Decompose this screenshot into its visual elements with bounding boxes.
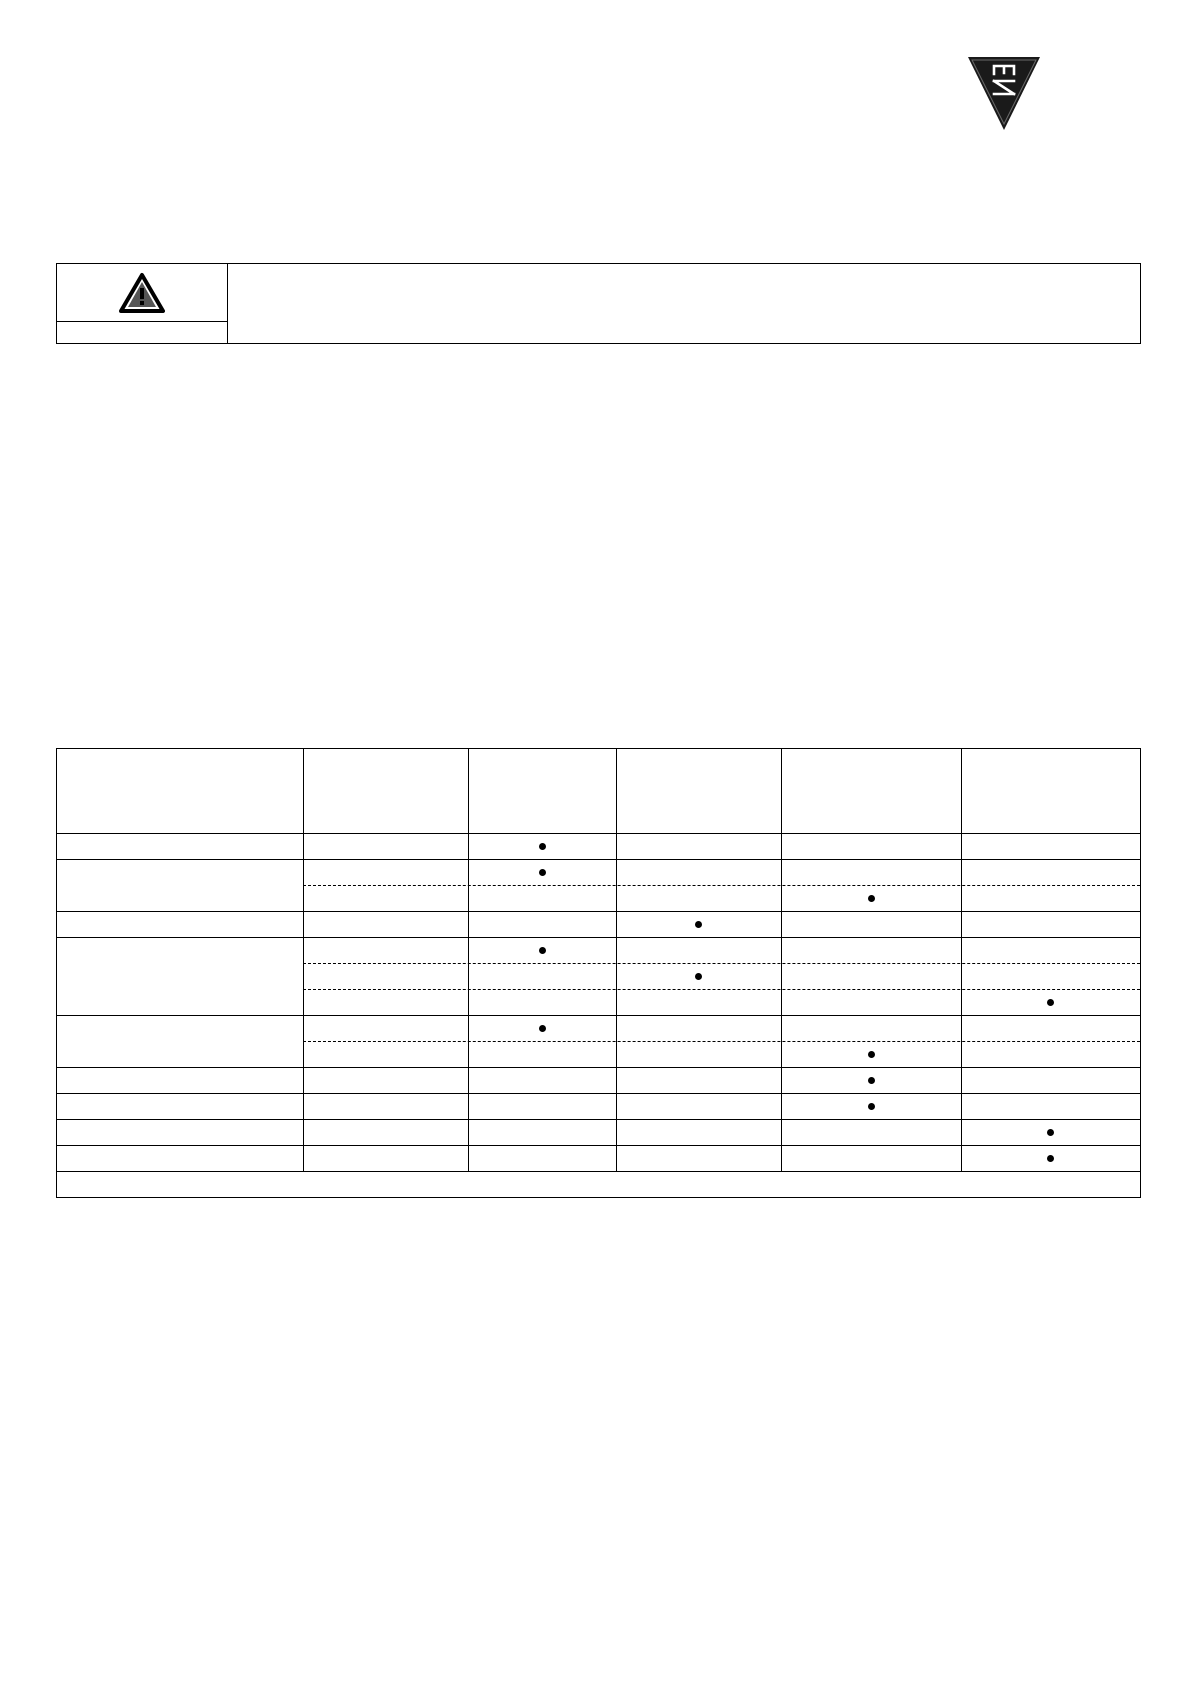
warning-icon-cell <box>57 264 228 322</box>
row-divider <box>57 1093 1140 1094</box>
marking-dot <box>868 895 875 902</box>
warning-label <box>57 322 228 344</box>
marking-dot <box>539 843 546 850</box>
column-divider <box>781 749 782 1171</box>
row-divider <box>57 1145 1140 1146</box>
sub-row-divider <box>303 1041 1140 1042</box>
matrix-footer <box>57 1171 1140 1197</box>
marking-matrix-table <box>56 748 1141 1198</box>
marking-dot <box>868 1103 875 1110</box>
marking-dot <box>539 1025 546 1032</box>
row-divider <box>57 1119 1140 1120</box>
marking-dot <box>539 869 546 876</box>
row-divider <box>57 1067 1140 1068</box>
marking-dot <box>868 1077 875 1084</box>
sub-row-divider <box>303 963 1140 964</box>
marking-dot <box>1047 1155 1054 1162</box>
warning-box <box>56 263 1141 344</box>
marking-dot <box>1047 1129 1054 1136</box>
column-divider <box>961 749 962 1171</box>
header-divider <box>57 833 1140 834</box>
row-divider <box>57 937 1140 938</box>
warning-text <box>228 264 1140 343</box>
row-divider <box>57 859 1140 860</box>
marking-dot <box>695 921 702 928</box>
marking-dot <box>868 1051 875 1058</box>
en-language-triangle-icon <box>966 54 1042 132</box>
row-divider <box>57 911 1140 912</box>
row-divider <box>57 1015 1140 1016</box>
column-divider <box>468 749 469 1171</box>
marking-dot <box>695 973 702 980</box>
warning-triangle-icon <box>119 272 165 314</box>
sub-row-divider <box>303 989 1140 990</box>
marking-dot <box>1047 999 1054 1006</box>
sub-row-divider <box>303 885 1140 886</box>
column-divider <box>303 749 304 1171</box>
column-divider <box>616 749 617 1171</box>
marking-dot <box>539 947 546 954</box>
